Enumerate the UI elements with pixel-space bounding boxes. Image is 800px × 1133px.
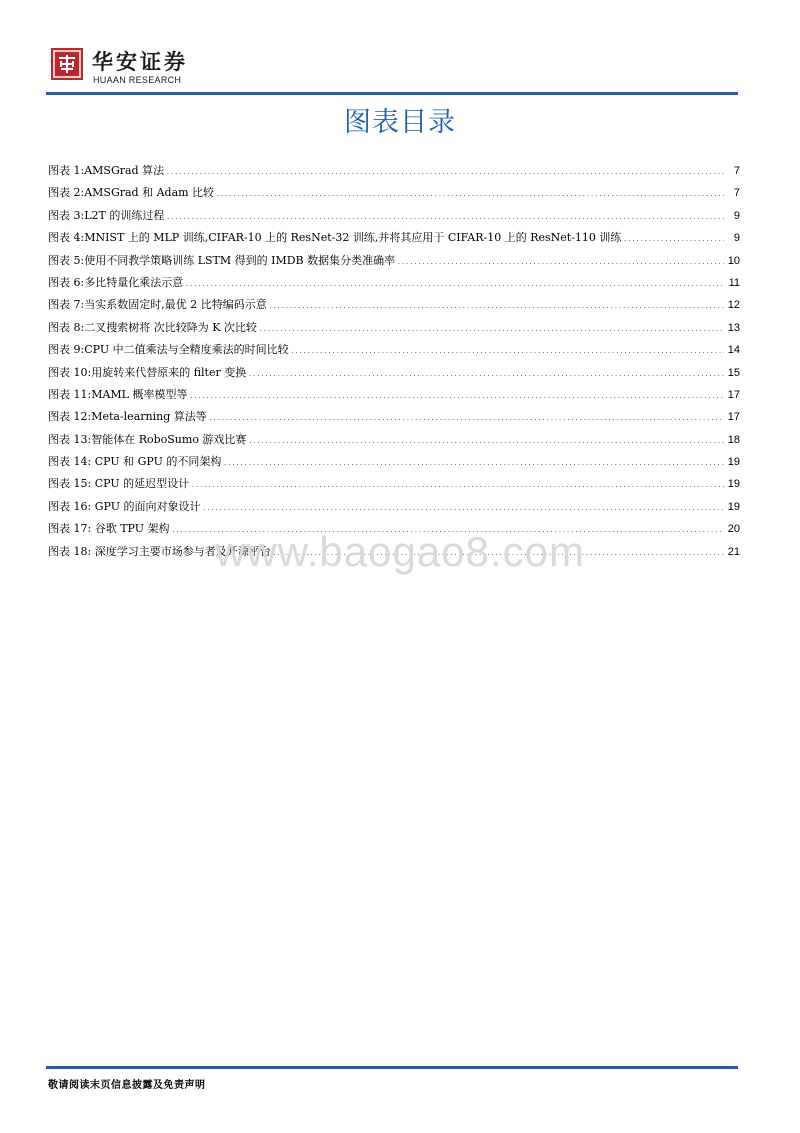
toc-entry-label: 图表 17: 谷歌 TPU 架构	[48, 522, 170, 536]
toc-dot-leader	[248, 431, 724, 451]
toc-entry-label: 图表 15: CPU 的延迟型设计	[48, 477, 190, 491]
toc-entry-label: 图表 8:二叉搜索树将 次比较降为 K 次比较	[48, 320, 257, 334]
toc-entry-label: 图表 14: CPU 和 GPU 的不同架构	[48, 455, 222, 469]
toc-entry-page: 20	[727, 523, 740, 536]
toc-entry[interactable]	[48, 160, 740, 182]
toc-entry-label: 图表 10:用旋转来代替原来的 filter 变换	[48, 365, 247, 379]
brand-name-cn: 华安证券	[92, 49, 188, 74]
toc-entry-label: 图表 4:MNIST 上的 MLP 训练,CIFAR-10 上的 ResNet-32 训练,并将其应用于 CIFAR-10 上的 ResNet-110 训练	[48, 231, 622, 245]
toc-entry-label: 图表 2:AMSGrad 和 Adam 比较	[48, 186, 215, 200]
toc-entry[interactable]	[48, 339, 740, 361]
toc-dot-leader	[397, 252, 724, 272]
header-divider	[46, 92, 738, 95]
toc-entry-page: 19	[727, 478, 740, 491]
toc-entry-page: 19	[727, 500, 740, 513]
toc-entry[interactable]	[48, 250, 740, 272]
toc-dot-leader	[189, 386, 724, 406]
toc-entry-page: 19	[727, 456, 740, 469]
toc-entry-label: 图表 16: GPU 的面向对象设计	[48, 499, 201, 513]
toc-entry[interactable]	[48, 205, 740, 227]
toc-entry[interactable]	[48, 182, 740, 204]
toc-entry[interactable]	[48, 429, 740, 451]
toc-dot-leader	[216, 184, 724, 204]
toc-entry-label: 图表 3:L2T 的训练过程	[48, 208, 165, 222]
toc-dot-leader	[248, 364, 724, 384]
toc-dot-leader	[259, 319, 724, 339]
toc-dot-leader	[202, 498, 724, 518]
toc-entry-page: 17	[727, 411, 740, 424]
toc-entry-page: 18	[727, 433, 740, 446]
toc-entry-page: 21	[727, 545, 740, 558]
toc-entry[interactable]	[48, 384, 740, 406]
toc-entry-label: 图表 18: 深度学习主要市场参与者及开源平台	[48, 544, 271, 558]
toc-dot-leader	[291, 341, 724, 361]
toc-dot-leader	[209, 408, 724, 428]
page-title: 图表目录	[344, 107, 456, 138]
toc-dot-leader	[166, 162, 724, 182]
toc-entry-page: 10	[727, 254, 740, 267]
footer-divider	[46, 1066, 738, 1069]
watermark: www.baogao8.com	[215, 528, 585, 575]
toc-entry[interactable]	[48, 227, 740, 249]
toc-entry-page: 9	[733, 232, 740, 245]
toc-dot-leader	[191, 475, 724, 495]
toc-entry-page: 11	[728, 276, 740, 289]
toc-entry[interactable]	[48, 496, 740, 518]
toc-entry[interactable]	[48, 362, 740, 384]
brand-name-en: HUAAN RESEARCH	[93, 75, 182, 85]
toc-entry[interactable]	[48, 294, 740, 316]
toc-entry[interactable]	[48, 406, 740, 428]
toc-entry-label: 图表 6:多比特量化乘法示意	[48, 275, 184, 289]
toc-entry[interactable]	[48, 451, 740, 473]
toc-dot-leader	[185, 274, 724, 294]
toc-entry-page: 14	[727, 344, 740, 357]
toc-entry-label: 图表 12:Meta-learning 算法等	[48, 410, 207, 424]
toc-entry-label: 图表 7:当实系数固定时,最优 2 比特编码示意	[48, 298, 267, 312]
toc-entry-page: 9	[733, 209, 740, 222]
toc-entry-page: 7	[733, 187, 740, 200]
toc-entry-label: 图表 1:AMSGrad 算法	[48, 164, 165, 177]
toc-dot-leader	[269, 296, 724, 316]
toc-dot-leader	[166, 207, 724, 227]
toc-entry-label: 图表 9:CPU 中二值乘法与全精度乘法的时间比较	[48, 343, 289, 357]
toc-entry-page: 15	[727, 366, 740, 379]
toc-dot-leader	[223, 453, 724, 473]
toc-entry-page: 7	[733, 165, 740, 177]
toc-entry[interactable]	[48, 317, 740, 339]
toc-entry[interactable]	[48, 473, 740, 495]
toc-list	[48, 160, 740, 563]
toc-entry[interactable]	[48, 272, 740, 294]
toc-entry-page: 17	[727, 388, 740, 401]
toc-entry-label: 图表 5:使用不同教学策略训练 LSTM 得到的 IMDB 数据集分类准确率	[48, 253, 396, 267]
toc-entry-page: 13	[727, 321, 740, 334]
footer-disclaimer: 敬请阅读末页信息披露及免责声明	[48, 1080, 206, 1091]
toc-entry-label: 图表 11:MAML 概率模型等	[48, 387, 188, 401]
toc-entry-page: 12	[727, 299, 740, 312]
toc-dot-leader	[623, 229, 724, 249]
toc-entry-label: 图表 13:智能体在 RoboSumo 游戏比赛	[48, 432, 247, 446]
huaan-seal-icon	[51, 48, 83, 80]
